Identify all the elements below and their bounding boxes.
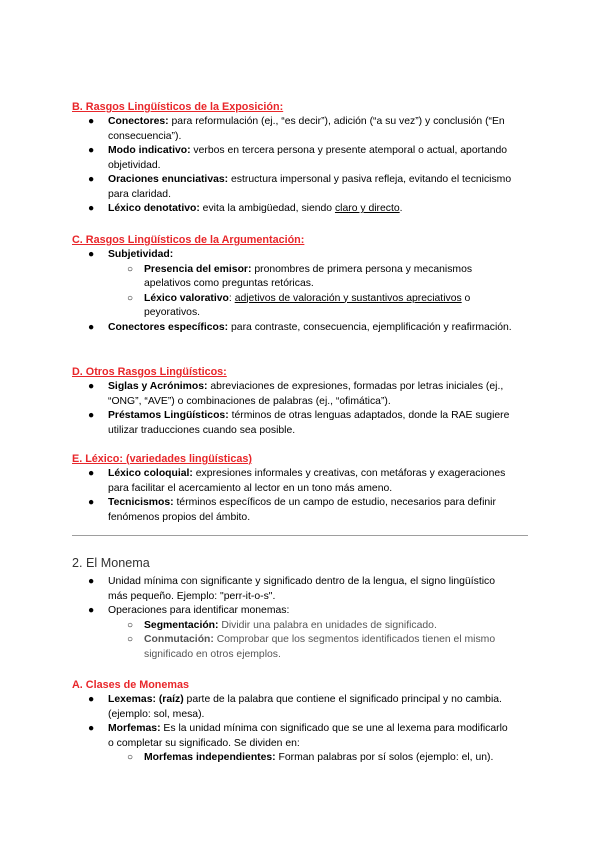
circle-bullet-icon: ○ — [127, 634, 134, 645]
bullet-icon: ● — [88, 605, 95, 616]
bullet-icon: ● — [88, 116, 95, 127]
circle-bullet-icon: ○ — [127, 263, 134, 275]
bullet-icon: ● — [88, 203, 95, 214]
monema-title: 2. El Monema — [72, 556, 150, 570]
list-item: ● Siglas y Acrónimos: abreviaciones de expresiones, formadas por letras iniciales (ej., “ONG”, “AVE”) o combinaciones de palabras (ej., “ofimática”). — [88, 381, 504, 407]
bullet-icon: ● — [88, 723, 95, 734]
circle-bullet-icon: ○ — [127, 292, 134, 304]
section-c-heading: C. Rasgos Lingüísticos de la Argumentación: — [72, 234, 305, 246]
bullet-icon: ● — [88, 381, 95, 392]
section-b-heading: B. Rasgos Lingüísticos de la Exposición: — [72, 101, 284, 113]
clases-heading: A. Clases de Monemas — [72, 679, 190, 691]
bullet-icon: ● — [88, 468, 95, 479]
list-item: ● Subjetividad: — [0, 248, 600, 263]
list-item: ● Léxico coloquial: expresiones informales y creativas, con metáforas y exageraciones para facilitar el acercamiento al lector en un tono más ameno. — [88, 468, 506, 494]
horizontal-divider — [72, 535, 528, 536]
sub-list-item: ○ Morfemas independientes: Forman palabras por sí solos (ejemplo: el, un). — [0, 751, 600, 766]
bullet-icon: ● — [88, 174, 95, 185]
sub-list-item: ○ Léxico valorativo: adjetivos de valoración y sustantivos apreciativos o peyorativos. — [127, 292, 471, 318]
list-item: ● Operaciones para identificar monemas: — [0, 604, 600, 619]
bullet-icon: ● — [88, 497, 95, 508]
list-item: ● Conectores: para reformulación (ej., “es decir”), adición (“a su vez”) y conclusión (“En consecuencia”). — [88, 116, 505, 142]
circle-bullet-icon: ○ — [127, 752, 134, 763]
section-e-heading: E. Léxico: (variedades lingüísticas) — [72, 453, 253, 465]
list-item: ● Tecnicismos: términos específicos de un campo de estudio, necesarios para definir fenómenos propios del ámbito. — [88, 497, 496, 523]
bullet-icon: ● — [88, 249, 95, 260]
list-item: ● Lexemas: (raíz) parte de la palabra que contiene el significado principal y no cambia. (ejemplo: sol, mesa). — [88, 694, 502, 720]
monema-list — [0, 575, 600, 662]
claro-directo-link[interactable]: claro y directo — [334, 203, 400, 214]
list-item: ● Oraciones enunciativas: estructura impersonal y pasiva refleja, evitando el tecnicismo para claridad. — [88, 174, 512, 200]
list-item: ● Modo indicativo: verbos en tercera persona y presente atemporal o actual, aportando objetividad. — [88, 145, 508, 171]
valorativo-link[interactable]: adjetivos de valoración y sustantivos apreciativos — [234, 292, 462, 304]
bullet-icon: ● — [88, 321, 95, 333]
sub-list-item: ○ Conmutación: Comprobar que los segmentos identificados tienen el mismo significado en otros ejemplos. — [127, 634, 496, 660]
section-b-list — [0, 115, 600, 217]
list-item: ● Morfemas: Es la unidad mínima con significado que se une al lexema para modificarlo o completar su significado. Se dividen en: — [88, 723, 508, 749]
circle-bullet-icon: ○ — [127, 619, 134, 631]
list-item: ● Préstamos Lingüísticos: términos de otras lenguas adaptados, donde la RAE sugiere utilizar traducciones cuando sea posible. — [88, 410, 510, 436]
section-e-list — [0, 467, 600, 525]
section-c-list — [0, 248, 600, 335]
bullet-icon: ● — [88, 145, 95, 156]
sub-list-item: ○ Segmentación: Dividir una palabra en unidades de significado. — [0, 619, 600, 634]
clases-list — [0, 693, 600, 766]
list-item: ● Léxico denotativo: evita la ambigüedad, siendo claro y directo. — [0, 202, 600, 217]
section-d-list — [0, 380, 600, 438]
bullet-icon: ● — [88, 694, 95, 705]
list-item: ● Conectores específicos: para contraste, consecuencia, ejemplificación y reafirmación. — [0, 321, 600, 336]
bullet-icon: ● — [88, 576, 95, 587]
sub-list-item: ○ Presencia del emisor: pronombres de primera persona y mecanismos apelativos como preguntas retóricas. — [127, 263, 473, 289]
list-item: ● Unidad mínima con significante y significado dentro de la lengua, el signo lingüístico más pequeño. Ejemplo: "perr-it-o-s". — [88, 576, 495, 602]
bullet-icon: ● — [88, 410, 95, 421]
section-d-heading: D. Otros Rasgos Lingüísticos: — [72, 366, 227, 378]
